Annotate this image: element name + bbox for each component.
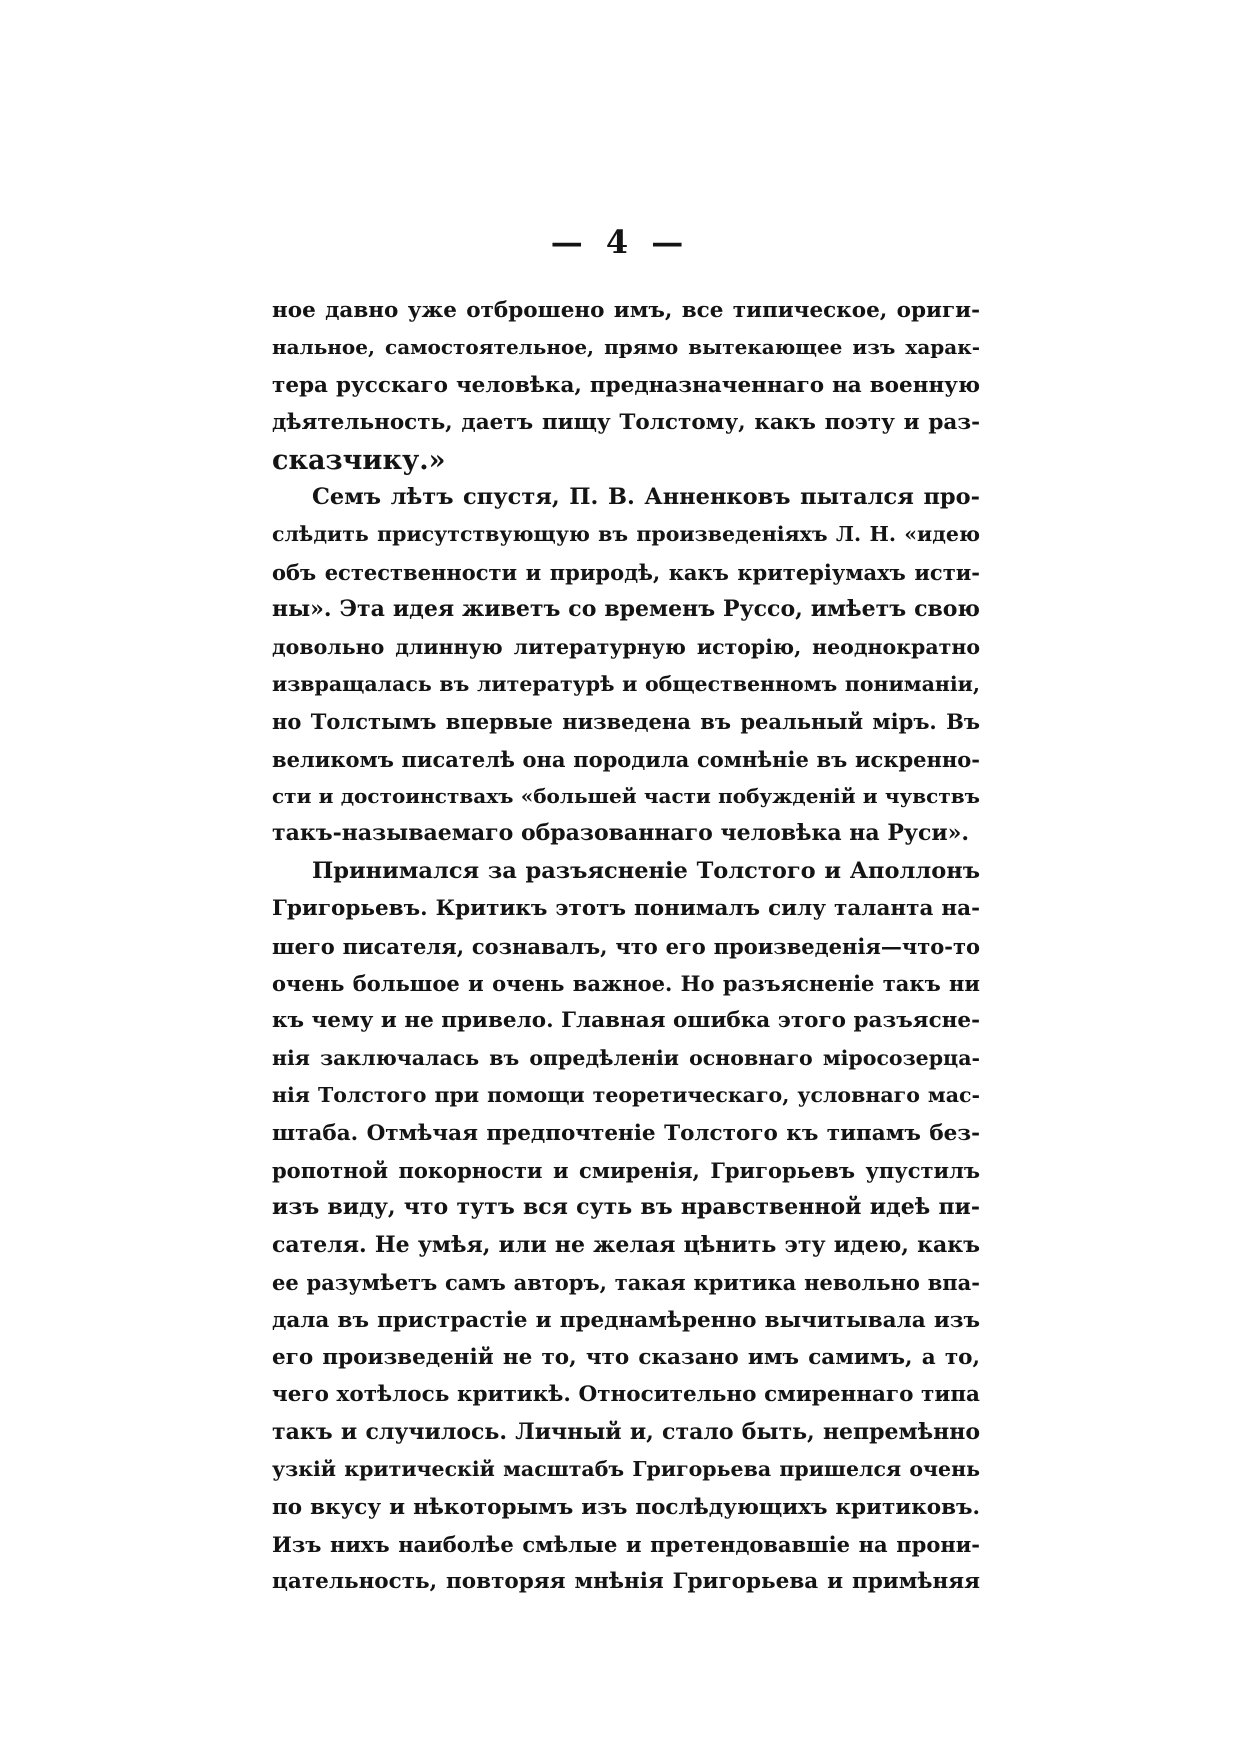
text-line: такъ-называемаго образованнаго человѣка на Руси». <box>272 820 970 847</box>
text-line: нія Толстого при помощи теоретическаго, условнаго мас- <box>272 1083 980 1108</box>
text-line: Принимался за разъясненіе Толстого и Аполлонъ <box>312 857 980 884</box>
text-line: чего хотѣлось критикѣ. Относительно смиреннаго типа <box>272 1382 980 1408</box>
text-line: ее разумѣетъ самъ авторъ, такая критика невольно впа- <box>272 1270 980 1296</box>
text-line: Изъ нихъ наиболѣе смѣлые и претендовавшіе на прони- <box>272 1531 980 1557</box>
text-line: изъ виду, что тутъ вся суть въ нравственной идеѣ пи- <box>272 1194 980 1221</box>
text-line: извращалась въ литературѣ и общественномъ пониманіи, <box>272 671 980 696</box>
text-line: нальное, самостоятельное, прямо вытекающее изъ харак- <box>272 335 980 360</box>
text-line: великомъ писателѣ она породила сомнѣніе въ искренно- <box>272 746 980 772</box>
text-line: ропотной покорности и смиренія, Григорьевъ упустилъ <box>272 1157 980 1183</box>
text-line: шего писателя, сознавалъ, что его произведенія—что-то <box>272 933 980 959</box>
text-line: штаба. Отмѣчая предпочтеніе Толстого къ типамъ без- <box>272 1120 980 1146</box>
text-line: дала въ пристрастіе и преднамѣренно вычитывала изъ <box>272 1307 980 1333</box>
text-line: цательность, повторяя мнѣнія Григорьева и примѣняя <box>272 1569 980 1595</box>
text-line: по вкусу и нѣкоторымъ изъ послѣдующихъ критиковъ. <box>272 1494 980 1520</box>
text-line: Семъ лѣтъ спустя, П. В. Анненковъ пытался про- <box>312 483 980 510</box>
text-line: слѣдить присутствующую въ произведеніяхъ Л. Н. «идею <box>272 522 980 547</box>
text-line: сказчику.» <box>272 444 446 476</box>
text-line: ное давно уже отброшено имъ, все типическое, ориги- <box>272 298 980 323</box>
text-line: сти и достоинствахъ «большей части побужденій и чувствъ <box>272 784 980 809</box>
text-line: ны». Эта идея живетъ со временъ Руссо, имѣетъ свою <box>272 596 980 623</box>
text-line: его произведеній не то, что сказано имъ самимъ, а то, <box>272 1344 980 1370</box>
text-line: объ естественности и природѣ, какъ критеріумахъ исти- <box>272 559 980 585</box>
page-number: — 4 — <box>550 223 690 261</box>
text-line: нія заключалась въ опредѣленіи основнаго міросозерца- <box>272 1045 980 1070</box>
text-line: довольно длинную литературную исторію, неоднократно <box>272 634 980 659</box>
text-line: узкій критическій масштабъ Григорьева пришелся очень <box>272 1457 980 1482</box>
text-line: сателя. Не умѣя, или не желая цѣнить эту идею, какъ <box>272 1231 980 1258</box>
text-line: такъ и случилось. Личный и, стало быть, непремѣнно <box>272 1418 980 1445</box>
text-line: тера русскаго человѣка, предназначеннаго на военную <box>272 372 980 398</box>
text-line: дѣятельность, даетъ пищу Толстому, какъ поэту и раз- <box>272 410 980 436</box>
text-line: очень большое и очень важное. Но разъясненіе такъ ни <box>272 971 980 997</box>
text-line: къ чему и не привело. Главная ошибка этого разъясне- <box>272 1008 980 1034</box>
text-line: но Толстымъ впервые низведена въ реальный міръ. Въ <box>272 709 980 735</box>
body-text <box>272 292 980 1601</box>
text-line: Григорьевъ. Критикъ этотъ понималъ силу таланта на- <box>272 896 980 922</box>
